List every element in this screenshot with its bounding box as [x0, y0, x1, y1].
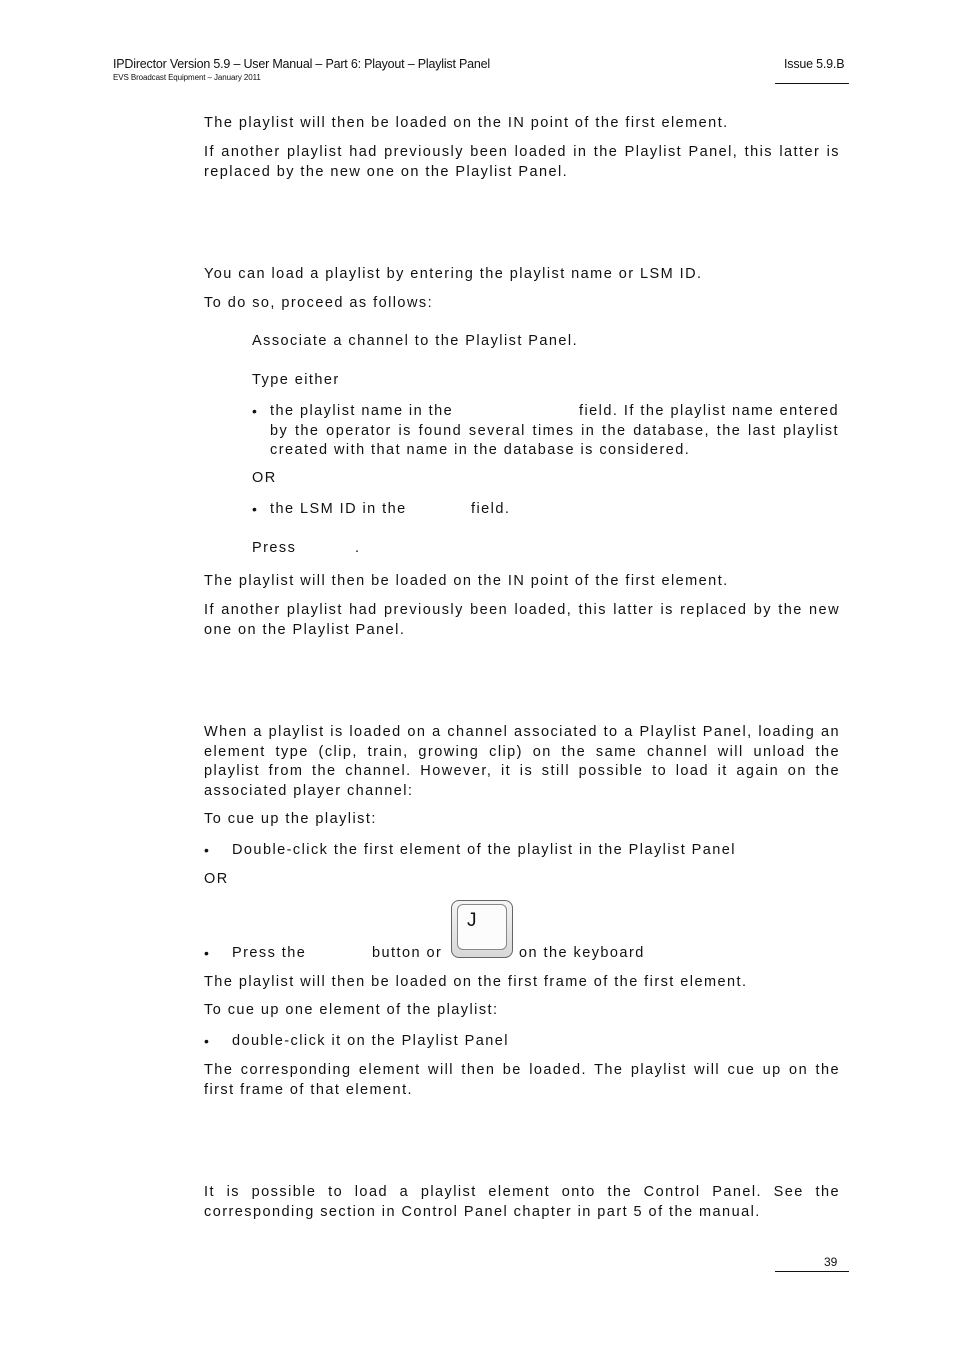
- step-press: Press: [252, 540, 297, 556]
- paragraph-proceed: To do so, proceed as follows:: [204, 295, 434, 311]
- bullet-press-the: Press the: [232, 945, 307, 961]
- bullet-double-click-first: Double-click the first element of the playlist in the Playlist Panel: [232, 842, 736, 858]
- paragraph-control-panel: It is possible to load a playlist element onto the Control Panel. See the corresponding section in Control Panel chapter in part 5 of the manual.: [204, 1184, 840, 1220]
- paragraph-cue-element: To cue up one element of the playlist:: [204, 1002, 499, 1018]
- header-rule: [775, 83, 849, 84]
- bullet-playlist-name-rest: [270, 402, 839, 461]
- bullet-playlist-name-text: field. If the playlist name entered by the operator is found several times in the database, the last playlist created with that name in the database is considered.: [270, 403, 839, 458]
- bullet-button-or: button or: [372, 945, 443, 961]
- bullet-double-click-element: double-click it on the Playlist Panel: [232, 1033, 509, 1049]
- header-title: IPDirector Version 5.9 – User Manual – Part 6: Playout – Playlist Panel: [113, 57, 490, 71]
- page-number: 39: [824, 1255, 838, 1269]
- paragraph-replaced: If another playlist had previously been loaded in the Playlist Panel, this latter is replaced by the new one on the Playlist Panel.: [204, 144, 840, 180]
- keyboard-key-icon: [451, 900, 513, 958]
- bullet-icon: •: [204, 842, 211, 858]
- bullet-on-keyboard: on the keyboard: [519, 945, 645, 961]
- or-separator: OR: [252, 470, 277, 486]
- bullet-lsm-id-end: field.: [471, 501, 511, 517]
- header-issue: Issue 5.9.B: [784, 57, 845, 71]
- step-press-period: .: [355, 540, 361, 556]
- bullet-playlist-name-start: the playlist name in the: [270, 403, 454, 419]
- paragraph-loaded-in-point: The playlist will then be loaded on the IN point of the first element.: [204, 115, 729, 131]
- header-subtitle: EVS Broadcast Equipment – January 2011: [113, 73, 261, 82]
- step-associate-channel: Associate a channel to the Playlist Panel.: [252, 333, 579, 349]
- paragraph-first-frame: The playlist will then be loaded on the first frame of the first element.: [204, 974, 748, 990]
- paragraph-cue-playlist: To cue up the playlist:: [204, 811, 377, 827]
- bullet-icon: •: [204, 945, 211, 961]
- paragraph-loaded-in-point-2: The playlist will then be loaded on the IN point of the first element.: [204, 573, 729, 589]
- step-type-either: Type either: [252, 372, 340, 388]
- paragraph-load-by-name: You can load a playlist by entering the playlist name or LSM ID.: [204, 266, 703, 282]
- footer-rule: [775, 1271, 849, 1272]
- bullet-lsm-id-start: the LSM ID in the: [270, 501, 407, 517]
- bullet-icon: •: [252, 501, 259, 517]
- bullet-icon: •: [204, 1033, 211, 1049]
- key-label: J: [467, 910, 477, 931]
- or-separator-2: OR: [204, 871, 229, 887]
- paragraph-unload-playlist: When a playlist is loaded on a channel associated to a Playlist Panel, loading an element type (clip, train, growing clip) on the same channel will unload the playlist from the channel. However, it is still possible to load it again on the associated player channel:: [204, 724, 840, 799]
- keycap-face: [457, 904, 507, 950]
- paragraph-replaced-2: If another playlist had previously been loaded, this latter is replaced by the new one on the Playlist Panel.: [204, 602, 840, 638]
- paragraph-corresponding-element: The corresponding element will then be loaded. The playlist will cue up on the first frame of that element.: [204, 1062, 840, 1098]
- bullet-icon: •: [252, 403, 259, 419]
